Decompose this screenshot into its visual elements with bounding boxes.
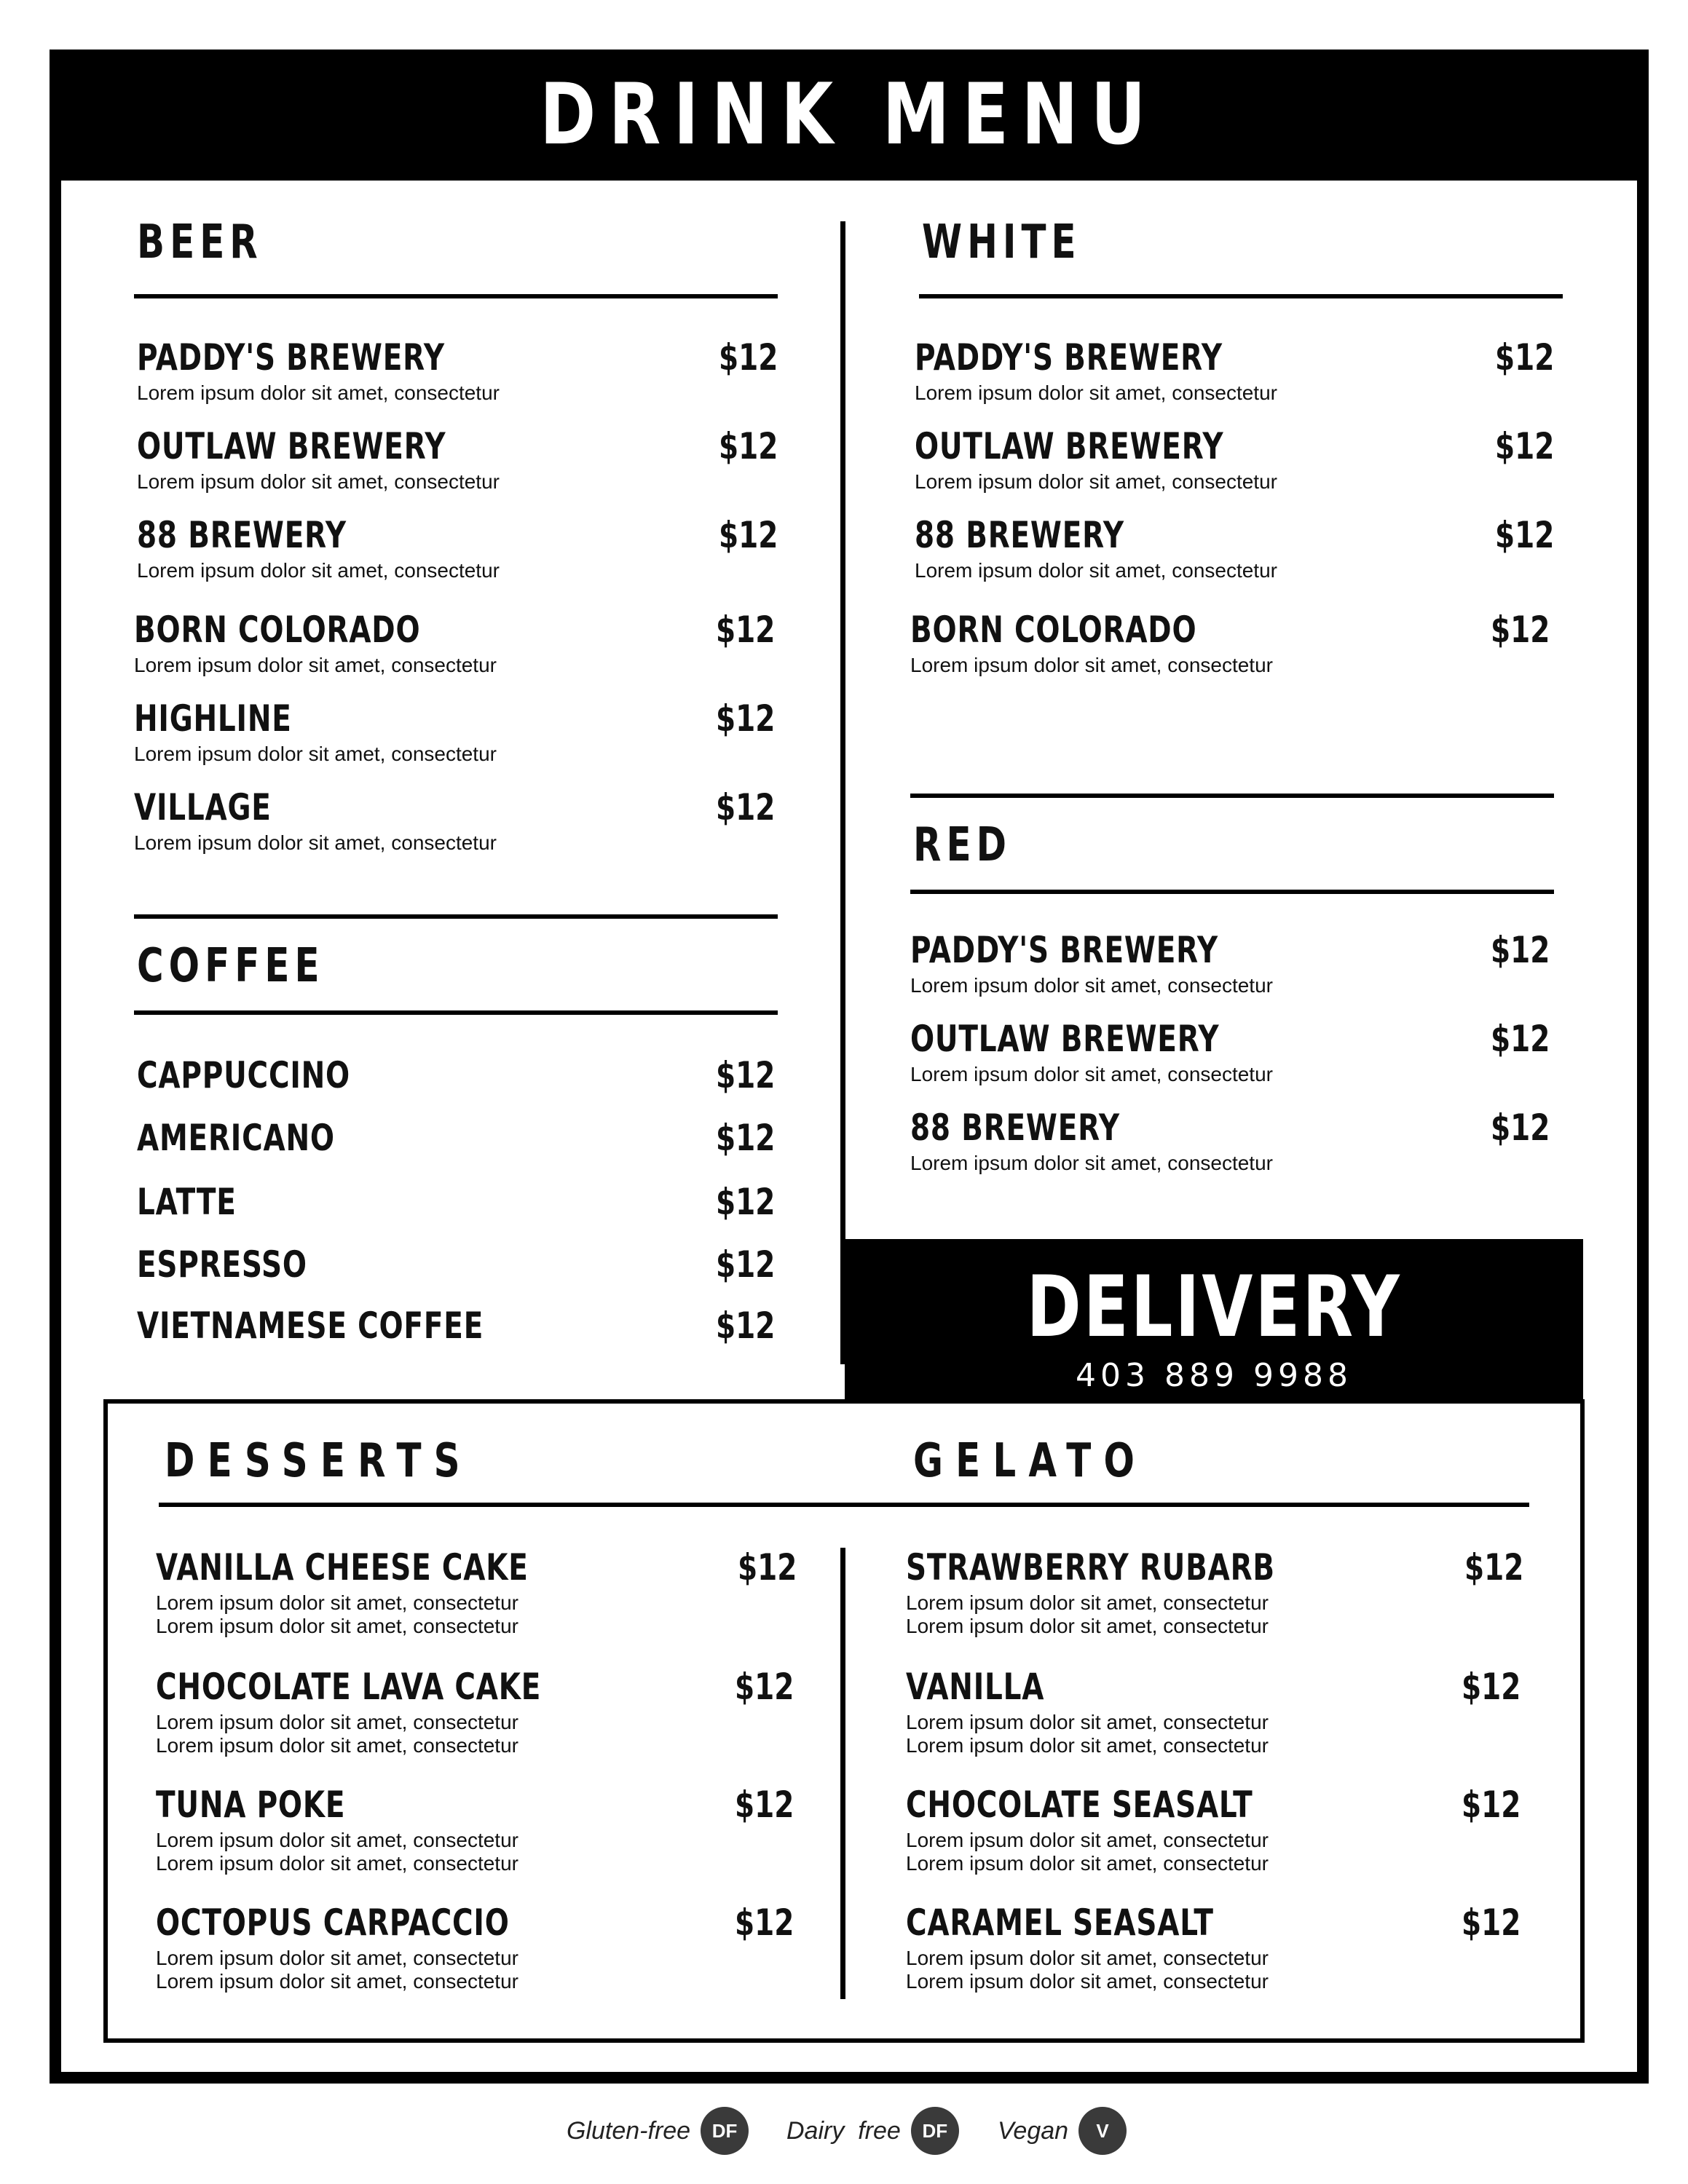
item-description: Lorem ipsum dolor sit amet, consectetur	[134, 743, 497, 765]
item-name: 88 BREWERY	[910, 1107, 1120, 1149]
legend-label: Gluten-free	[567, 2116, 691, 2145]
item-description: Lorem ipsum dolor sit amet, consectetur	[137, 470, 500, 493]
desserts-section-title: DESSERTS	[165, 1434, 473, 1488]
item-name: VILLAGE	[134, 786, 272, 828]
coffee-item	[137, 1305, 775, 1347]
item-price: $12	[715, 786, 775, 828]
red-rule-bottom	[910, 890, 1554, 894]
lower-column-divider	[840, 1548, 845, 1999]
item-description: Lorem ipsum dolor sit amet, consectetur	[137, 559, 500, 582]
gelato-item	[906, 1784, 1521, 1875]
item-name: CHOCOLATE LAVA CAKE	[156, 1666, 542, 1708]
item-description: Lorem ipsum dolor sit amet, consectetur	[910, 1152, 1273, 1174]
item-description: Lorem ipsum dolor sit amet, consectetur	[156, 1711, 518, 1733]
dessert-item	[156, 1902, 794, 1993]
item-description: Lorem ipsum dolor sit amet, consectetur	[906, 1970, 1269, 1993]
item-price: $12	[715, 1181, 775, 1223]
coffee-rule-bottom	[134, 1010, 778, 1015]
item-price: $12	[734, 1902, 794, 1944]
item-name: PADDY'S BREWERY	[910, 929, 1218, 971]
red-item	[910, 1018, 1550, 1086]
legend-gluten-free	[567, 2105, 749, 2156]
item-price: $12	[715, 1117, 775, 1159]
item-price: $12	[737, 1546, 797, 1588]
coffee-item	[137, 1181, 775, 1223]
item-price: $12	[1494, 425, 1554, 467]
item-price: $12	[1494, 336, 1554, 379]
gelato-item	[906, 1546, 1523, 1638]
item-name: PADDY'S BREWERY	[137, 336, 445, 379]
dessert-item	[156, 1784, 794, 1875]
delivery-phone[interactable]: 403 889 9988	[1076, 1357, 1352, 1394]
white-section-title: WHITE	[922, 215, 1081, 269]
item-price: $12	[1461, 1666, 1521, 1708]
item-price: $12	[1494, 514, 1554, 556]
item-description: Lorem ipsum dolor sit amet, consectetur	[915, 381, 1277, 404]
item-name: VANILLA CHEESE CAKE	[156, 1546, 529, 1588]
item-name: TUNA POKE	[156, 1784, 346, 1826]
item-description: Lorem ipsum dolor sit amet, consectetur	[156, 1734, 518, 1757]
item-name: AMERICANO	[137, 1117, 335, 1159]
item-name: HIGHLINE	[134, 697, 292, 740]
white-item	[915, 425, 1554, 494]
menu-banner	[50, 50, 1649, 181]
item-price: $12	[715, 1243, 775, 1286]
beer-item	[137, 425, 778, 494]
item-description: Lorem ipsum dolor sit amet, consectetur	[910, 1063, 1273, 1085]
coffee-rule-top	[134, 914, 778, 919]
gelato-item	[906, 1666, 1521, 1757]
item-price: $12	[715, 609, 775, 651]
beer-item	[134, 786, 775, 855]
item-description: Lorem ipsum dolor sit amet, consectetur	[915, 470, 1277, 493]
item-price: $12	[1464, 1546, 1523, 1588]
beer-item	[134, 697, 775, 766]
item-name: STRAWBERRY RUBARB	[906, 1546, 1275, 1588]
red-item	[910, 929, 1550, 997]
menu-title: DRINK MENU	[540, 66, 1159, 164]
item-description: Lorem ipsum dolor sit amet, consectetur	[134, 831, 497, 854]
item-description: Lorem ipsum dolor sit amet, consectetur	[906, 1829, 1269, 1851]
legend-dairy-free	[786, 2105, 959, 2156]
item-price: $12	[734, 1666, 794, 1708]
item-price: $12	[1490, 609, 1550, 651]
gelato-section-title: GELATO	[913, 1434, 1148, 1488]
item-price: $12	[718, 336, 778, 379]
delivery-block	[845, 1239, 1583, 1404]
item-name: CHOCOLATE SEASALT	[906, 1784, 1253, 1826]
coffee-item	[137, 1243, 775, 1286]
item-description: Lorem ipsum dolor sit amet, consectetur	[156, 1615, 518, 1637]
white-rule	[919, 294, 1563, 298]
white-item	[915, 514, 1554, 582]
item-price: $12	[715, 697, 775, 740]
item-name: OUTLAW BREWERY	[137, 425, 446, 467]
item-price: $12	[1461, 1784, 1521, 1826]
item-name: VANILLA	[906, 1666, 1045, 1708]
item-price: $12	[1490, 1018, 1550, 1060]
item-name: PADDY'S BREWERY	[915, 336, 1223, 379]
item-price: $12	[1461, 1902, 1521, 1944]
dessert-item	[156, 1546, 797, 1638]
item-description: Lorem ipsum dolor sit amet, consectetur	[134, 654, 497, 676]
item-description: Lorem ipsum dolor sit amet, consectetur	[906, 1734, 1269, 1757]
item-description: Lorem ipsum dolor sit amet, consectetur	[156, 1591, 518, 1614]
beer-section-title: BEER	[137, 215, 263, 269]
item-price: $12	[715, 1054, 775, 1096]
item-price: $12	[1490, 1107, 1550, 1149]
white-item	[910, 609, 1550, 677]
item-price: $12	[718, 425, 778, 467]
item-description: Lorem ipsum dolor sit amet, consectetur	[156, 1852, 518, 1875]
coffee-item	[137, 1054, 775, 1096]
item-description: Lorem ipsum dolor sit amet, consectetur	[156, 1829, 518, 1851]
item-description: Lorem ipsum dolor sit amet, consectetur	[906, 1615, 1269, 1637]
item-description: Lorem ipsum dolor sit amet, consectetur	[156, 1947, 518, 1969]
dessert-item	[156, 1666, 794, 1757]
item-name: ESPRESSO	[137, 1243, 307, 1286]
item-description: Lorem ipsum dolor sit amet, consectetur	[906, 1947, 1269, 1969]
item-description: Lorem ipsum dolor sit amet, consectetur	[906, 1852, 1269, 1875]
coffee-section-title: COFFEE	[137, 939, 325, 993]
beer-item	[137, 514, 778, 582]
red-item	[910, 1107, 1550, 1175]
item-name: VIETNAMESE COFFEE	[137, 1305, 484, 1347]
item-description: Lorem ipsum dolor sit amet, consectetur	[906, 1591, 1269, 1614]
legend-vegan	[998, 2105, 1127, 2156]
item-name: BORN COLORADO	[910, 609, 1197, 651]
vegan-badge-icon: V	[1078, 2107, 1127, 2155]
red-rule-top	[910, 794, 1554, 798]
beer-item	[134, 609, 775, 677]
gluten-free-badge-icon: DF	[701, 2107, 749, 2155]
item-description: Lorem ipsum dolor sit amet, consectetur	[910, 974, 1273, 997]
legend-label: Dairy free	[786, 2116, 901, 2145]
beer-rule	[134, 294, 778, 298]
coffee-item	[137, 1117, 775, 1159]
item-description: Lorem ipsum dolor sit amet, consectetur	[915, 559, 1277, 582]
item-description: Lorem ipsum dolor sit amet, consectetur	[910, 654, 1273, 676]
item-name: OUTLAW BREWERY	[910, 1018, 1220, 1060]
item-price: $12	[1490, 929, 1550, 971]
dairy-free-badge-icon: DF	[911, 2107, 959, 2155]
beer-item	[137, 336, 778, 405]
item-name: BORN COLORADO	[134, 609, 421, 651]
item-price: $12	[718, 514, 778, 556]
item-price: $12	[734, 1784, 794, 1826]
item-description: Lorem ipsum dolor sit amet, consectetur	[156, 1970, 518, 1993]
item-price: $12	[715, 1305, 775, 1347]
item-name: LATTE	[137, 1181, 237, 1223]
delivery-title: DELIVERY	[1026, 1258, 1402, 1356]
gelato-item	[906, 1902, 1521, 1993]
item-name: OUTLAW BREWERY	[915, 425, 1224, 467]
item-name: CAPPUCCINO	[137, 1054, 350, 1096]
lower-rule	[159, 1503, 1529, 1507]
item-description: Lorem ipsum dolor sit amet, consectetur	[137, 381, 500, 404]
legend-label: Vegan	[998, 2116, 1069, 2145]
item-name: 88 BREWERY	[137, 514, 347, 556]
red-section-title: RED	[913, 818, 1012, 872]
item-name: 88 BREWERY	[915, 514, 1124, 556]
item-description: Lorem ipsum dolor sit amet, consectetur	[906, 1711, 1269, 1733]
item-name: OCTOPUS CARPACCIO	[156, 1902, 510, 1944]
white-item	[915, 336, 1554, 405]
column-divider	[840, 221, 845, 1364]
item-name: CARAMEL SEASALT	[906, 1902, 1214, 1944]
